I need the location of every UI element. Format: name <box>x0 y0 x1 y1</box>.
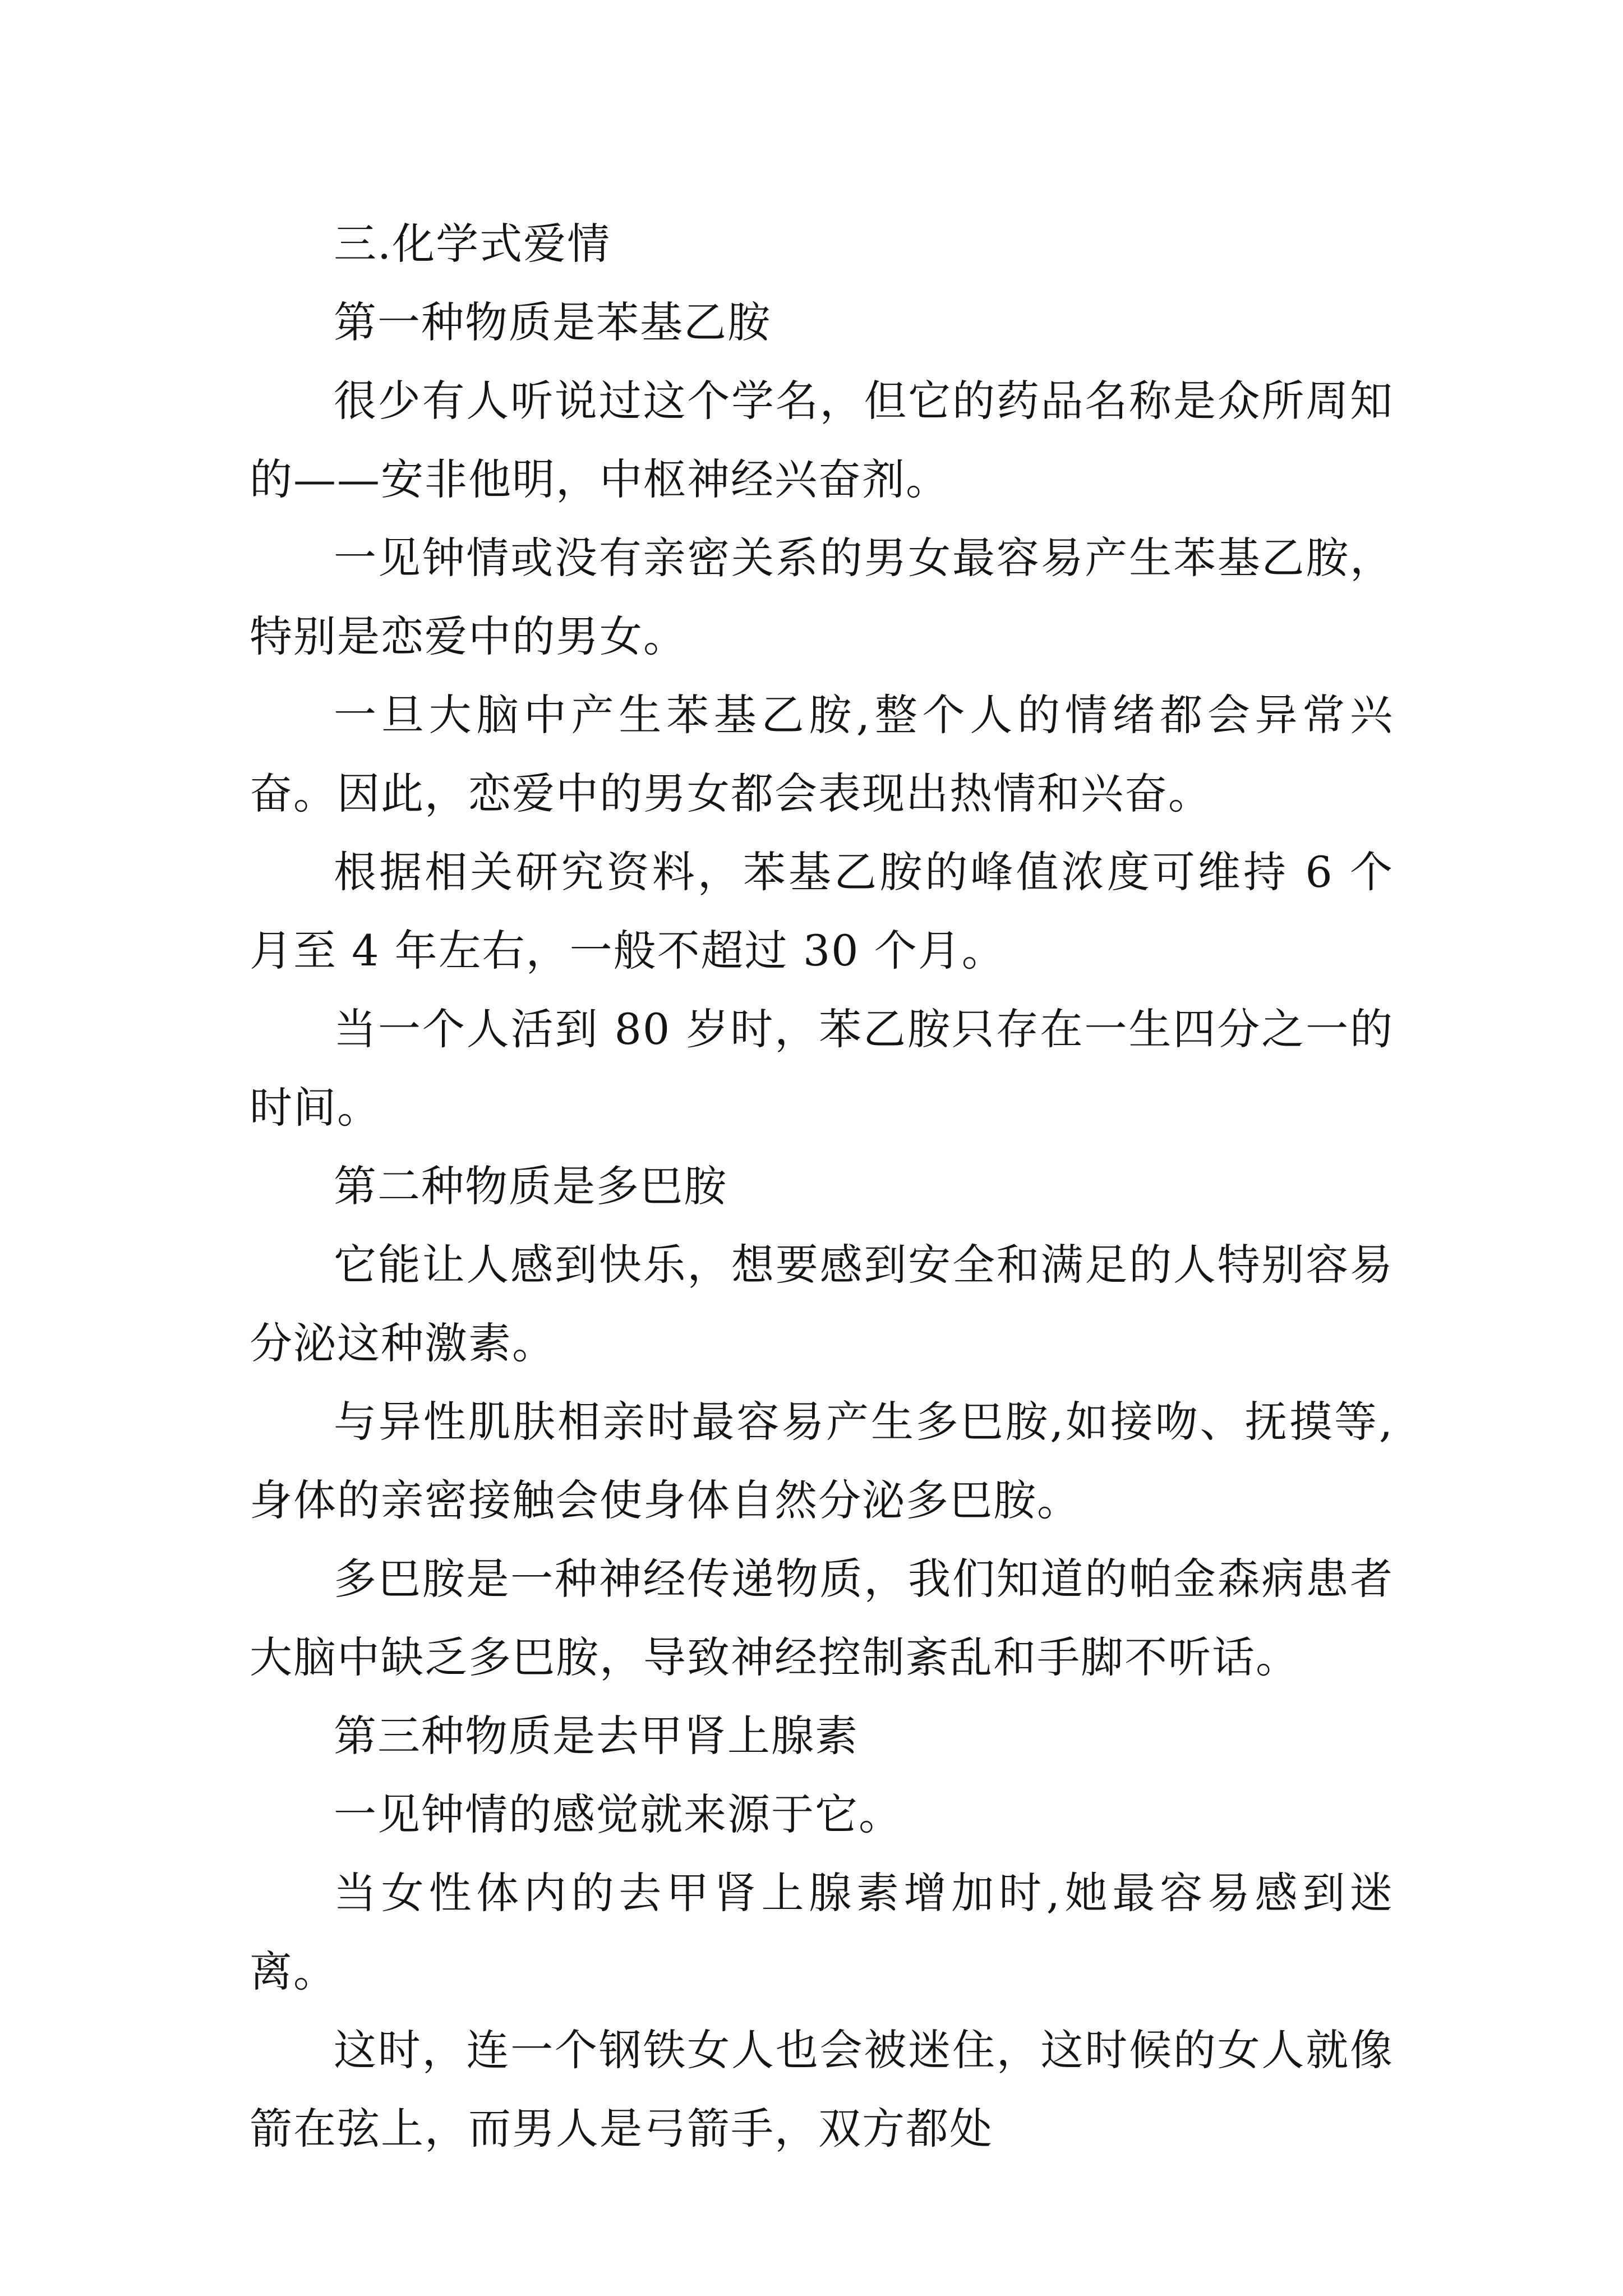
paragraph: 多巴胺是一种神经传递物质，我们知道的帕金森病患者大脑中缺乏多巴胺，导致神经控制紊乱和手脚不听话。 <box>250 1554 1394 1682</box>
paragraph: 一旦大脑中产生苯基乙胺,整个人的情绪都会异常兴奋。因此，恋爱中的男女都会表现出热情和兴奋。 <box>250 690 1394 818</box>
section-heading: 三.化学式爱情 <box>334 219 611 269</box>
paragraph: 它能让人感到快乐，想要感到安全和满足的人特别容易分泌这种激素。 <box>250 1240 1394 1368</box>
paragraph: 当女性体内的去甲肾上腺素增加时,她最容易感到迷离。 <box>250 1868 1394 1996</box>
paragraph: 很少有人听说过这个学名，但它的药品名称是众所周知的——安非他明，中枢神经兴奋剂。 <box>250 376 1394 504</box>
paragraph: 这时，连一个钢铁女人也会被迷住，这时候的女人就像箭在弦上，而男人是弓箭手，双方都处 <box>250 2025 1394 2154</box>
paragraph: 根据相关研究资料，苯基乙胺的峰值浓度可维持 6 个月至 4 年左右，一般不超过 30 个月。 <box>250 847 1394 976</box>
subheading-norepinephrine: 第三种物质是去甲肾上腺素 <box>334 1711 859 1761</box>
document-body <box>250 205 1394 2168</box>
subheading-dopamine: 第二种物质是多巴胺 <box>334 1161 727 1211</box>
paragraph: 与异性肌肤相亲时最容易产生多巴胺,如接吻、抚摸等,身体的亲密接触会使身体自然分泌多巴胺。 <box>250 1397 1394 1525</box>
paragraph: 一见钟情或没有亲密关系的男女最容易产生苯基乙胺，特别是恋爱中的男女。 <box>250 533 1394 661</box>
paragraph: 一见钟情的感觉就来源于它。 <box>334 1789 902 1839</box>
paragraph: 当一个人活到 80 岁时，苯乙胺只存在一生四分之一的时间。 <box>250 1004 1394 1133</box>
subheading-phenylethylamine: 第一种物质是苯基乙胺 <box>334 297 771 347</box>
